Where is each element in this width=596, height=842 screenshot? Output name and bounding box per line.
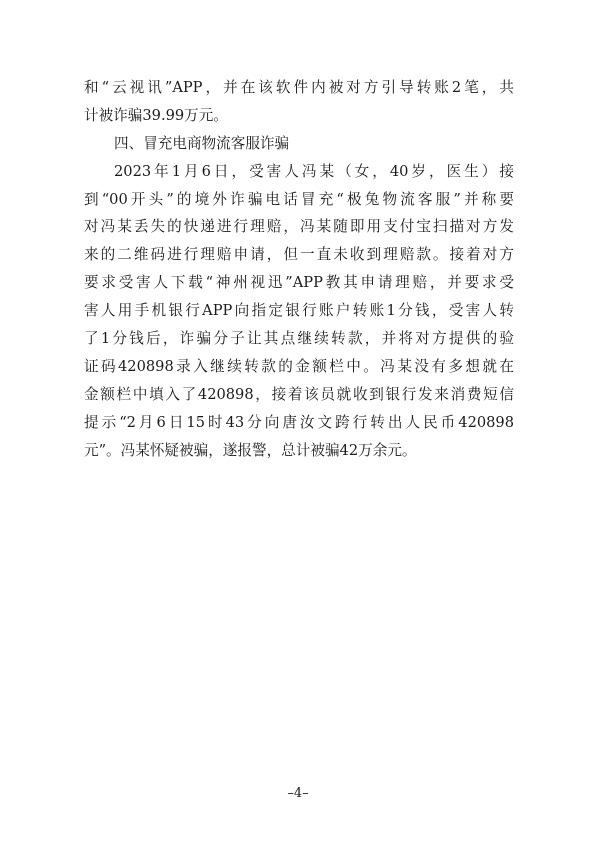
section-heading: 四、冒充电商物流客服诈骗	[114, 134, 290, 152]
body-line-2: 到“00开头”的境外诈骗电话冒充“极兔物流客服”并称要	[84, 190, 514, 208]
page-number: –4–	[287, 786, 309, 801]
body-line-3: 对冯某丢失的快递进行理赔，冯某随即用支付宝扫描对方发	[84, 218, 514, 236]
body-line-8: 证码420898录入继续转款的金额栏中。冯某没有多想就在	[84, 357, 514, 375]
intro-line-1: 和“云视讯”APP，并在该软件内被对方引导转账2笔，共	[84, 79, 514, 96]
body-line-11: 元”。冯某怀疑被骗，遂报警，总计被骗42万余元。	[84, 441, 417, 459]
intro-line-2: 计被诈骗39.99万元。	[84, 106, 228, 124]
body-line-9: 金额栏中填入了420898，接着该员就收到银行发来消费短信	[84, 385, 514, 403]
body-line-7: 了1分钱后，诈骗分子让其点继续转款，并将对方提供的验	[84, 330, 514, 348]
body-line-6: 害人用手机银行APP向指定银行账户转账1分钱，受害人转	[84, 302, 514, 320]
body-line-5: 要求受害人下载“神州视迅”APP教其申请理赔，并要求受	[84, 274, 514, 292]
body-line-10: 提示“2月6日15时43分向唐汝文跨行转出人民币420898	[84, 413, 514, 431]
document-body	[84, 74, 514, 464]
body-line-1: 2023年1月6日，受害人冯某（女，40岁，医生）接	[114, 162, 514, 180]
body-line-4: 来的二维码进行理赔申请，但一直未收到理赔款。接着对方	[84, 246, 514, 264]
